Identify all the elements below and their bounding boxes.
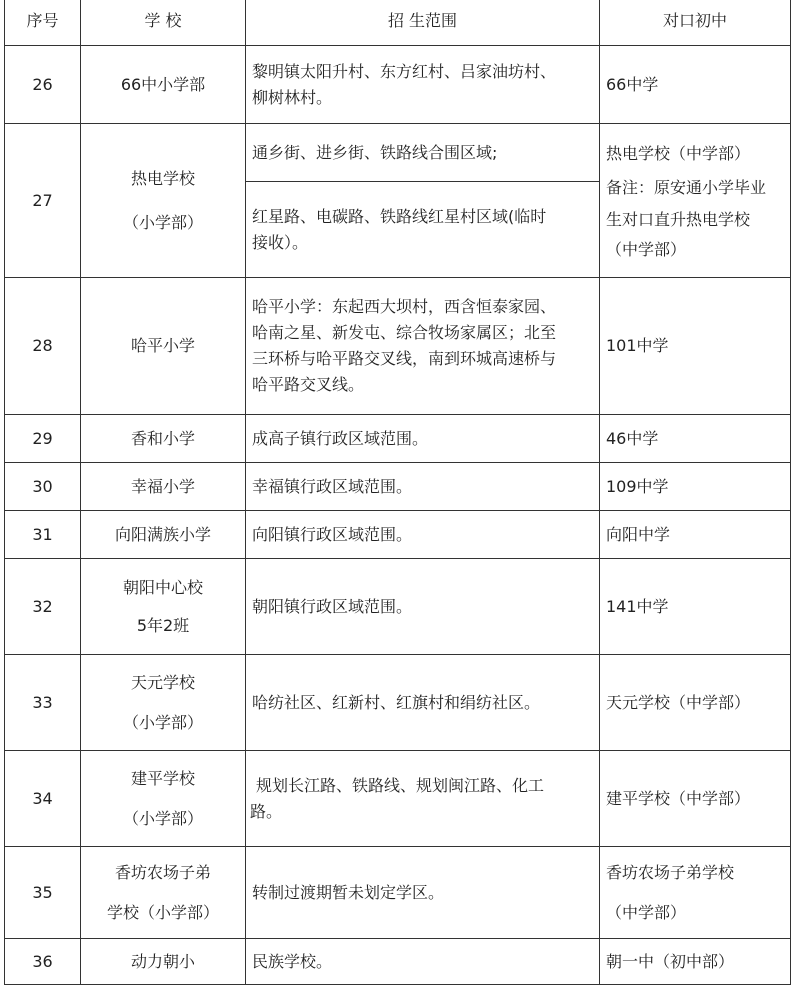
row-target: 向阳中学 — [600, 511, 791, 559]
row-school: 天元学校 （小学部） — [81, 655, 246, 751]
header-num: 序号 — [5, 0, 81, 46]
table-row — [5, 751, 791, 847]
row-scope: 红星路、电碳路、铁路线红星村区域(临时 接收）。 — [246, 182, 600, 278]
row-school: 香坊农场子弟 学校（小学部） — [81, 847, 246, 939]
table-row — [5, 46, 791, 124]
header-school: 学 校 — [81, 0, 246, 46]
row-num: 27 — [5, 124, 81, 278]
row-scope: 向阳镇行政区域范围。 — [246, 511, 600, 559]
table-row — [5, 939, 791, 985]
row-num: 26 — [5, 46, 81, 124]
table-row — [5, 124, 791, 182]
row-target: 香坊农场子弟学校 （中学部） — [600, 847, 791, 939]
row-scope: 幸福镇行政区域范围。 — [246, 463, 600, 511]
row-school: 香和小学 — [81, 415, 246, 463]
enrollment-table — [4, 0, 791, 985]
row-target: 热电学校（中学部） 备注：原安通小学毕业 生对口直升热电学校 （中学部） — [600, 124, 791, 278]
table-row — [5, 559, 791, 655]
row-num: 29 — [5, 415, 81, 463]
table-row — [5, 463, 791, 511]
row-school: 朝阳中心校 5年2班 — [81, 559, 246, 655]
row-target: 101中学 — [600, 278, 791, 415]
row-scope: 成高子镇行政区域范围。 — [246, 415, 600, 463]
table-row — [5, 511, 791, 559]
table-row — [5, 415, 791, 463]
row-scope: 规划长江路、铁路线、规划闽江路、化工 路。 — [246, 751, 600, 847]
row-school: 建平学校 （小学部） — [81, 751, 246, 847]
table-row — [5, 847, 791, 939]
row-target: 66中学 — [600, 46, 791, 124]
row-school: 幸福小学 — [81, 463, 246, 511]
header-target: 对口初中 — [600, 0, 791, 46]
row-num: 35 — [5, 847, 81, 939]
row-target: 46中学 — [600, 415, 791, 463]
row-scope: 朝阳镇行政区域范围。 — [246, 559, 600, 655]
row-num: 32 — [5, 559, 81, 655]
row-school: 哈平小学 — [81, 278, 246, 415]
table-row — [5, 655, 791, 751]
row-num: 36 — [5, 939, 81, 985]
row-target: 天元学校（中学部） — [600, 655, 791, 751]
row-school: 动力朝小 — [81, 939, 246, 985]
table-row — [5, 278, 791, 415]
row-num: 30 — [5, 463, 81, 511]
row-school: 热电学校 （小学部） — [81, 124, 246, 278]
row-num: 28 — [5, 278, 81, 415]
header-scope: 招 生范围 — [246, 0, 600, 46]
row-scope: 民族学校。 — [246, 939, 600, 985]
row-scope: 哈纺社区、红新村、红旗村和绢纺社区。 — [246, 655, 600, 751]
row-scope: 通乡街、进乡街、铁路线合围区域; — [246, 124, 600, 182]
header-row — [5, 0, 791, 46]
row-scope: 黎明镇太阳升村、东方红村、吕家油坊村、 柳树林村。 — [246, 46, 600, 124]
row-school: 向阳满族小学 — [81, 511, 246, 559]
row-school: 66中小学部 — [81, 46, 246, 124]
row-scope: 哈平小学：东起西大坝村，西含恒泰家园、 哈南之星、新发屯、综合牧场家属区；北至 三环桥与哈平路交叉线，南到环城高速桥与 哈平路交叉线。 — [246, 278, 600, 415]
row-scope: 转制过渡期暂未划定学区。 — [246, 847, 600, 939]
row-num: 31 — [5, 511, 81, 559]
row-target: 朝一中（初中部） — [600, 939, 791, 985]
row-target: 109中学 — [600, 463, 791, 511]
row-target: 141中学 — [600, 559, 791, 655]
row-num: 34 — [5, 751, 81, 847]
row-num: 33 — [5, 655, 81, 751]
row-target: 建平学校（中学部） — [600, 751, 791, 847]
